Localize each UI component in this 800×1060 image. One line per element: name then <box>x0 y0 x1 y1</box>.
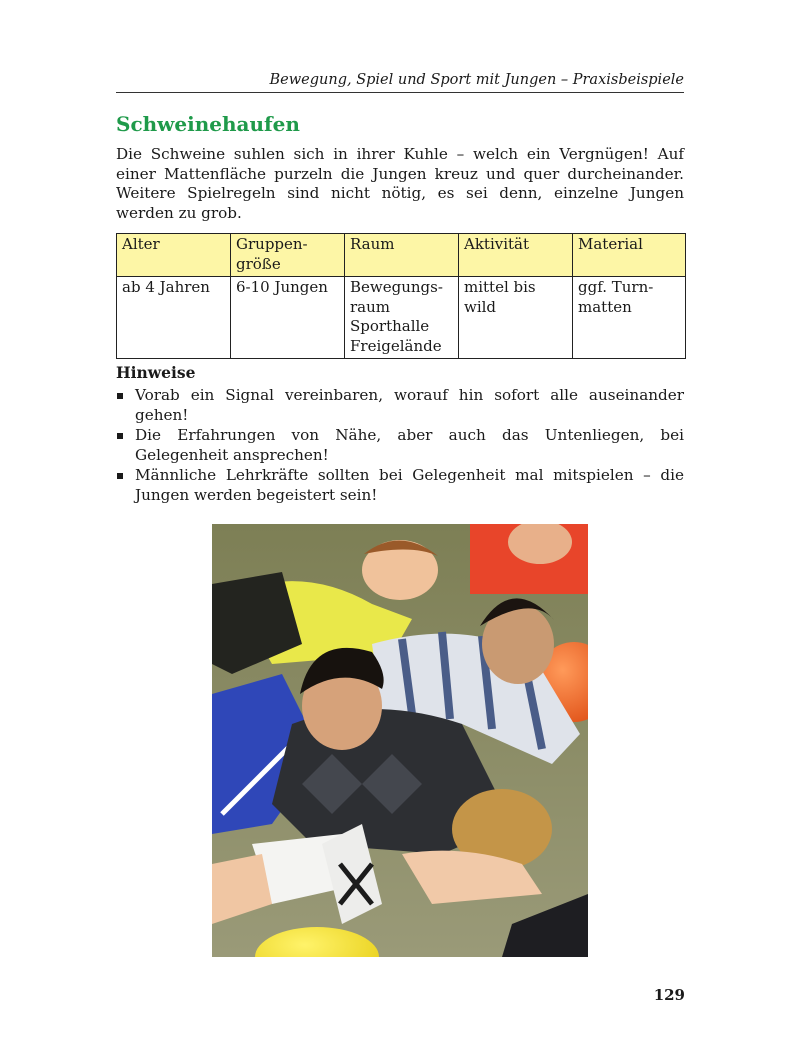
cell-alter: ab 4 Jahren <box>117 277 231 359</box>
hint-text: Die Erfahrungen von Nähe, aber auch das Untenliegen, bei Gelegenheit ansprechen! <box>135 426 684 464</box>
running-header: Bewegung, Spiel und Sport mit Jungen – Praxisbeispiele <box>116 72 684 93</box>
section-title: Schweinehaufen <box>116 112 300 136</box>
table-row <box>117 277 686 359</box>
list-item <box>116 386 684 425</box>
header-cell-material: Material <box>573 234 686 277</box>
header-cell-gruppengroesse: Gruppen- größe <box>231 234 345 277</box>
hints-heading: Hinweise <box>116 363 196 382</box>
hint-text: Vorab ein Signal vereinbaren, worauf hin sofort alle auseinander gehen! <box>135 386 684 424</box>
header-cell-aktivitaet: Aktivität <box>459 234 573 277</box>
header-cell-alter: Alter <box>117 234 231 277</box>
hint-text: Männliche Lehrkräfte sollten bei Gelegenheit mal mitspielen – die Jungen werden begeistert sein! <box>135 466 684 504</box>
cell-aktivitaet: mittel bis wild <box>459 277 573 359</box>
bullet-icon <box>117 393 123 399</box>
cell-raum: Bewegungs- raum Sporthalle Freigelände <box>345 277 459 359</box>
photo-boys-playing <box>212 524 588 957</box>
table-header-row <box>117 234 686 277</box>
bullet-icon <box>117 433 123 439</box>
game-info-table <box>116 233 686 359</box>
list-item <box>116 426 684 465</box>
bullet-icon <box>117 473 123 479</box>
photo-illustration <box>212 524 588 957</box>
list-item <box>116 466 684 505</box>
page-number: 129 <box>653 986 685 1004</box>
cell-material: ggf. Turn- matten <box>573 277 686 359</box>
cell-gruppengroesse: 6-10 Jungen <box>231 277 345 359</box>
header-cell-raum: Raum <box>345 234 459 277</box>
intro-paragraph: Die Schweine suhlen sich in ihrer Kuhle – welch ein Vergnügen! Auf einer Mattenfläche purzeln die Jungen kreuz und quer durcheinander. Weitere Spielregeln sind nicht nötig, es sei denn, einzelne Jungen werden zu grob. <box>116 145 684 222</box>
hints-list <box>116 386 684 506</box>
